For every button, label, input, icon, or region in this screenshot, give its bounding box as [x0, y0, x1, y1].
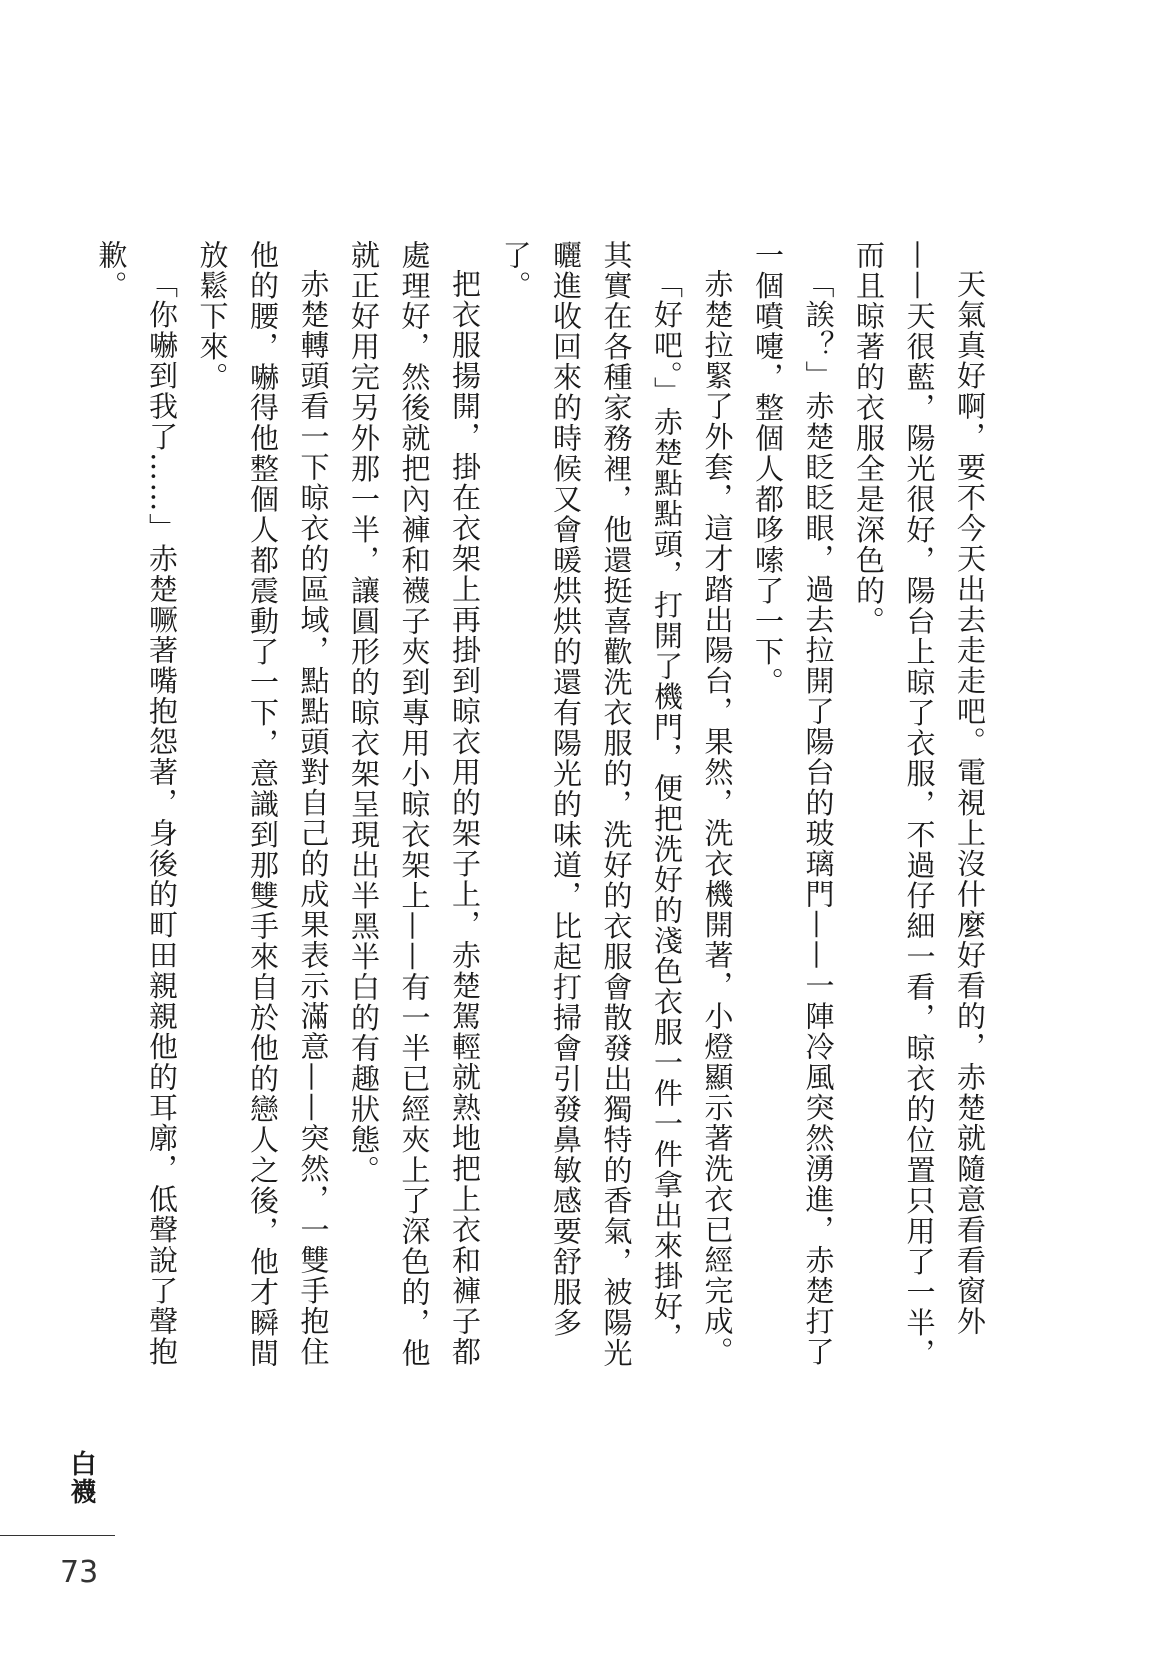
paragraph-1: 天氣真好啊，要不今天出去走走吧。電視上沒什麼好看的，赤楚就隨意看看窗外——天很藍，陽光很好，陽台上晾了衣服，不過仔細一看，晾衣的位置只用了一半，而且晾著的衣服全是深色的。	[852, 240, 987, 1369]
paragraph-6: 赤楚轉頭看一下晾衣的區域，點點頭對自己的成果表示滿意——突然，一雙手抱住他的腰，嚇得他整個人都震動了一下，意識到那雙手來自於他的戀人之後，他才瞬間放鬆下來。	[195, 240, 331, 1369]
paragraph-2: 「誒？」赤楚眨眨眼，過去拉開了陽台的玻璃門——一陣冷風突然湧進，赤楚打了一個噴嚏，整個人都哆嗦了一下。	[751, 240, 836, 1367]
body-text	[94, 240, 995, 1370]
paragraph-7: 「你嚇到我了……」赤楚噘著嘴抱怨著，身後的町田親親他的耳廓，低聲說了聲抱歉。	[94, 240, 179, 1367]
paragraph-4: 「好吧。」赤楚點點頭，打開了機門，便把洗好的淺色衣服一件一件拿出來掛好，其實在各種家務裡，他還挺喜歡洗衣服的，洗好的衣服會散發出獨特的香氣，被陽光曬進收回來的時候又會暖烘烘的還有陽光的味道，比起打掃會引發鼻敏感要舒服多了。	[498, 240, 684, 1369]
paragraph-5: 把衣服揚開，掛在衣架上再掛到晾衣用的架子上，赤楚駕輕就熟地把上衣和褲子都處理好，然後就把內褲和襪子夾到專用小晾衣架上——有一半已經夾上了深色的，他就正好用完另外那一半，讓圓形的晾衣架呈現出半黑半白的有趣狀態。	[347, 240, 482, 1369]
page-number: 73	[60, 1555, 99, 1590]
running-title: 白襪	[66, 1450, 96, 1506]
paragraph-3: 赤楚拉緊了外套，這才踏出陽台，果然，洗衣機開著，小燈顯示著洗衣已經完成。	[700, 269, 735, 1367]
footer-rule	[0, 1535, 115, 1536]
